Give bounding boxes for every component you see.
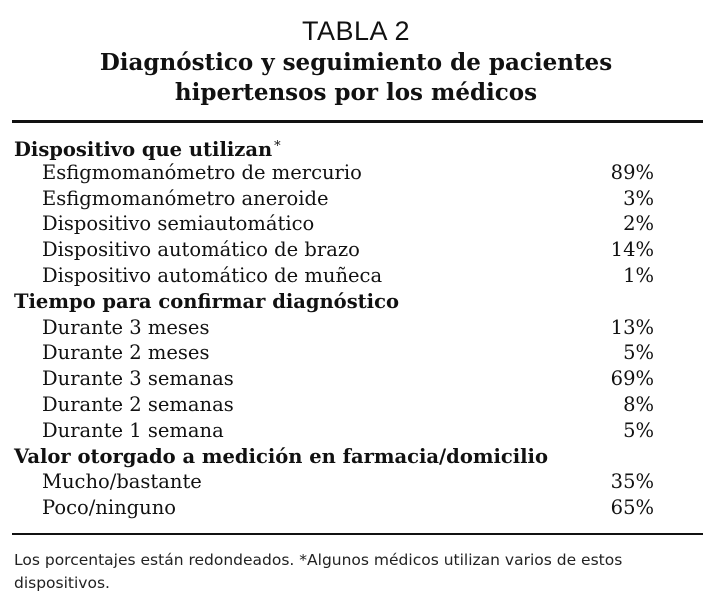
row-value: 5% — [623, 418, 654, 442]
table-title-line-2: hipertensos por los médicos — [174, 79, 538, 106]
row-value: 1% — [623, 263, 654, 287]
row-label: Esfigmomanómetro aneroide — [42, 186, 329, 210]
table-footnote: Los porcentajes están redondeados. *Algunos médicos utilizan varios de estos dispositivos. — [14, 551, 623, 592]
row-value: 3% — [623, 186, 654, 210]
table-row — [14, 315, 654, 341]
row-label: Dispositivo automático de muñeca — [42, 263, 383, 287]
row-label: Durante 3 meses — [42, 315, 210, 339]
row-value: 14% — [610, 238, 654, 262]
row-label: Poco/ninguno — [42, 496, 176, 520]
row-label: Dispositivo automático de brazo — [42, 238, 360, 262]
section-heading-label: Valor otorgado a medición en farmacia/domicilio — [14, 444, 548, 468]
section-heading-device — [14, 134, 654, 160]
table-row — [14, 340, 654, 366]
top-rule — [12, 120, 703, 123]
section-heading-label: Tiempo para confirmar diagnóstico — [14, 289, 399, 313]
section-heading-home-measurement — [14, 444, 654, 470]
row-value: 5% — [623, 341, 654, 365]
table-body — [14, 134, 654, 521]
row-label: Durante 1 semana — [42, 418, 224, 442]
row-value: 35% — [610, 470, 654, 494]
table-row — [14, 418, 654, 444]
table-row — [14, 186, 654, 212]
table-number: TABLA 2 — [301, 16, 411, 46]
bottom-rule — [12, 533, 703, 535]
table-title — [0, 48, 712, 108]
table-row — [14, 160, 654, 186]
row-value: 13% — [610, 315, 654, 339]
table-row — [14, 263, 654, 289]
row-label: Mucho/bastante — [42, 470, 202, 494]
row-value: 69% — [610, 367, 654, 391]
row-label: Durante 2 semanas — [42, 392, 234, 416]
table-title-line-1: Diagnóstico y seguimiento de pacientes — [99, 49, 613, 76]
table-row — [14, 237, 654, 263]
row-label: Durante 3 semanas — [42, 367, 234, 391]
row-value: 65% — [610, 496, 654, 520]
row-label: Dispositivo semiautomático — [42, 212, 315, 236]
table-row — [14, 211, 654, 237]
row-value: 89% — [610, 160, 654, 184]
section-heading-label: Dispositivo que utilizan — [14, 138, 273, 161]
table-row — [14, 392, 654, 418]
row-label: Durante 2 meses — [42, 341, 210, 365]
table-row — [14, 366, 654, 392]
row-value: 8% — [623, 392, 654, 416]
row-value: 2% — [623, 212, 654, 236]
table-row — [14, 495, 654, 521]
row-label: Esfigmomanómetro de mercurio — [42, 160, 362, 184]
table-row — [14, 469, 654, 495]
section-heading-diagnosis-time — [14, 289, 654, 315]
footnote-mark: * — [274, 139, 281, 154]
